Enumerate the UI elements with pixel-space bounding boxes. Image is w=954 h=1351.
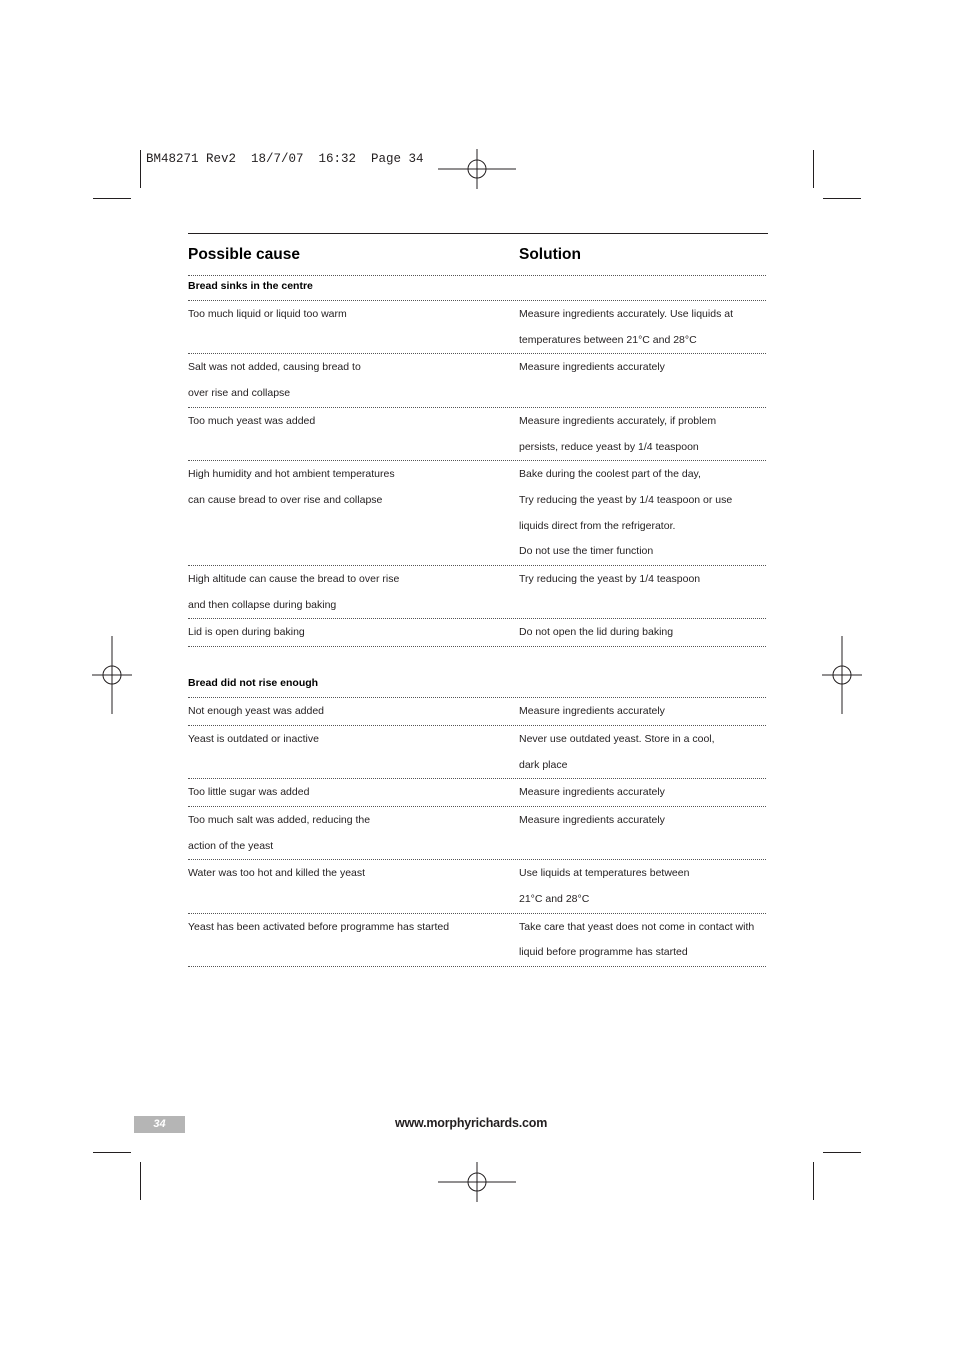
cause-cell — [188, 726, 519, 778]
registration-mark-bottom-icon — [438, 1162, 516, 1202]
website-url: www.morphyrichards.com — [395, 1116, 548, 1130]
cause-text: Too much yeast was added — [188, 414, 316, 427]
solution-cell — [519, 860, 766, 912]
crop-mark-bottom-right-v — [813, 1162, 814, 1200]
registration-mark-left-icon — [92, 636, 132, 714]
header-solution: Solution — [519, 245, 581, 263]
table-row — [188, 726, 766, 779]
troubleshooting-table — [188, 233, 768, 967]
page-number: 34 — [134, 1116, 185, 1133]
crop-mark-bottom-left-v — [140, 1162, 141, 1200]
solution-cell — [519, 779, 766, 806]
table-row — [188, 619, 766, 647]
section-title: Bread did not rise enough — [188, 673, 766, 698]
table-row — [188, 914, 766, 967]
solution-cell — [519, 807, 766, 859]
table-row — [188, 698, 766, 726]
cause-cell — [188, 779, 519, 806]
solution-cell — [519, 698, 766, 725]
cause-cell — [188, 461, 519, 565]
cause-text: Too much salt was added, reducing the — [188, 813, 371, 826]
cause-text: Salt was not added, causing bread to — [188, 361, 361, 374]
cause-cell — [188, 408, 519, 460]
solution-text: Measure ingredients accurately — [519, 786, 665, 799]
cause-cell — [188, 860, 519, 912]
solution-text: Measure ingredients accurately — [519, 705, 665, 718]
cause-text: Lid is open during baking — [188, 626, 305, 639]
solution-cell — [519, 408, 766, 460]
table-row — [188, 408, 766, 461]
solution-text: Never use outdated yeast. Store in a cool, — [519, 732, 715, 745]
cause-text: High humidity and hot ambient temperatures — [188, 468, 395, 481]
table-row — [188, 779, 766, 807]
crop-mark-bottom-right-h — [823, 1152, 861, 1153]
cause-text: Yeast has been activated before programme has started — [188, 920, 450, 933]
cause-cell — [188, 566, 519, 618]
cause-text: Not enough yeast was added — [188, 705, 325, 718]
solution-text: Do not open the lid during baking — [519, 626, 674, 639]
solution-text: temperatures between 21°C and 28°C — [519, 333, 697, 346]
cause-cell — [188, 914, 519, 966]
solution-text: dark place — [519, 758, 568, 771]
table-row — [188, 807, 766, 860]
table-row — [188, 354, 766, 407]
registration-mark-right-icon — [822, 636, 862, 714]
cause-text: Yeast is outdated or inactive — [188, 732, 319, 745]
cause-cell — [188, 354, 519, 406]
solution-text: Measure ingredients accurately, if problem — [519, 414, 717, 427]
solution-cell — [519, 726, 766, 778]
crop-mark-bottom-left-h — [93, 1152, 131, 1153]
solution-cell — [519, 566, 766, 618]
solution-text: Take care that yeast does not come in contact with — [519, 920, 755, 933]
table-body — [188, 276, 768, 967]
solution-text: Measure ingredients accurately — [519, 813, 665, 826]
cause-cell — [188, 619, 519, 646]
table-header — [188, 234, 766, 276]
solution-text: Try reducing the yeast by 1/4 teaspoon — [519, 573, 701, 586]
cause-text: can cause bread to over rise and collapse — [188, 493, 383, 506]
header-possible-cause: Possible cause — [188, 245, 301, 263]
print-slug: BM48271 Rev2 18/7/07 16:32 Page 34 — [146, 152, 424, 166]
crop-mark-top-left-v — [140, 150, 141, 188]
cause-text: High altitude can cause the bread to over rise — [188, 573, 400, 586]
solution-cell — [519, 354, 766, 406]
crop-mark-top-right-v — [813, 150, 814, 188]
table-row — [188, 566, 766, 619]
registration-mark-top-icon — [438, 149, 516, 189]
crop-mark-top-left-h — [93, 198, 131, 199]
cause-text: Water was too hot and killed the yeast — [188, 867, 366, 880]
solution-cell — [519, 461, 766, 565]
solution-text: Try reducing the yeast by 1/4 teaspoon or use — [519, 493, 733, 506]
cause-text: Too little sugar was added — [188, 786, 310, 799]
table-row — [188, 461, 766, 566]
solution-text: 21°C and 28°C — [519, 893, 590, 906]
solution-text: liquids direct from the refrigerator. — [519, 519, 676, 532]
cause-cell — [188, 698, 519, 725]
crop-mark-top-right-h — [823, 198, 861, 199]
solution-text: liquid before programme has started — [519, 946, 688, 959]
cause-text: and then collapse during baking — [188, 598, 337, 611]
solution-cell — [519, 914, 766, 966]
cause-text: Too much liquid or liquid too warm — [188, 308, 347, 320]
cause-text: action of the yeast — [188, 839, 274, 852]
table-row — [188, 860, 766, 913]
table-row — [188, 301, 766, 354]
solution-text: Measure ingredients accurately. Use liquids at — [519, 308, 733, 320]
solution-text: persists, reduce yeast by 1/4 teaspoon — [519, 440, 699, 453]
cause-text: over rise and collapse — [188, 387, 291, 400]
section-title: Bread sinks in the centre — [188, 276, 766, 301]
solution-text: Measure ingredients accurately — [519, 361, 665, 374]
cause-cell — [188, 807, 519, 859]
solution-text: Bake during the coolest part of the day, — [519, 468, 701, 481]
solution-text: Do not use the timer function — [519, 545, 654, 558]
cause-cell — [188, 301, 519, 353]
solution-text: Use liquids at temperatures between — [519, 867, 690, 880]
solution-cell — [519, 619, 766, 646]
solution-cell — [519, 301, 766, 353]
